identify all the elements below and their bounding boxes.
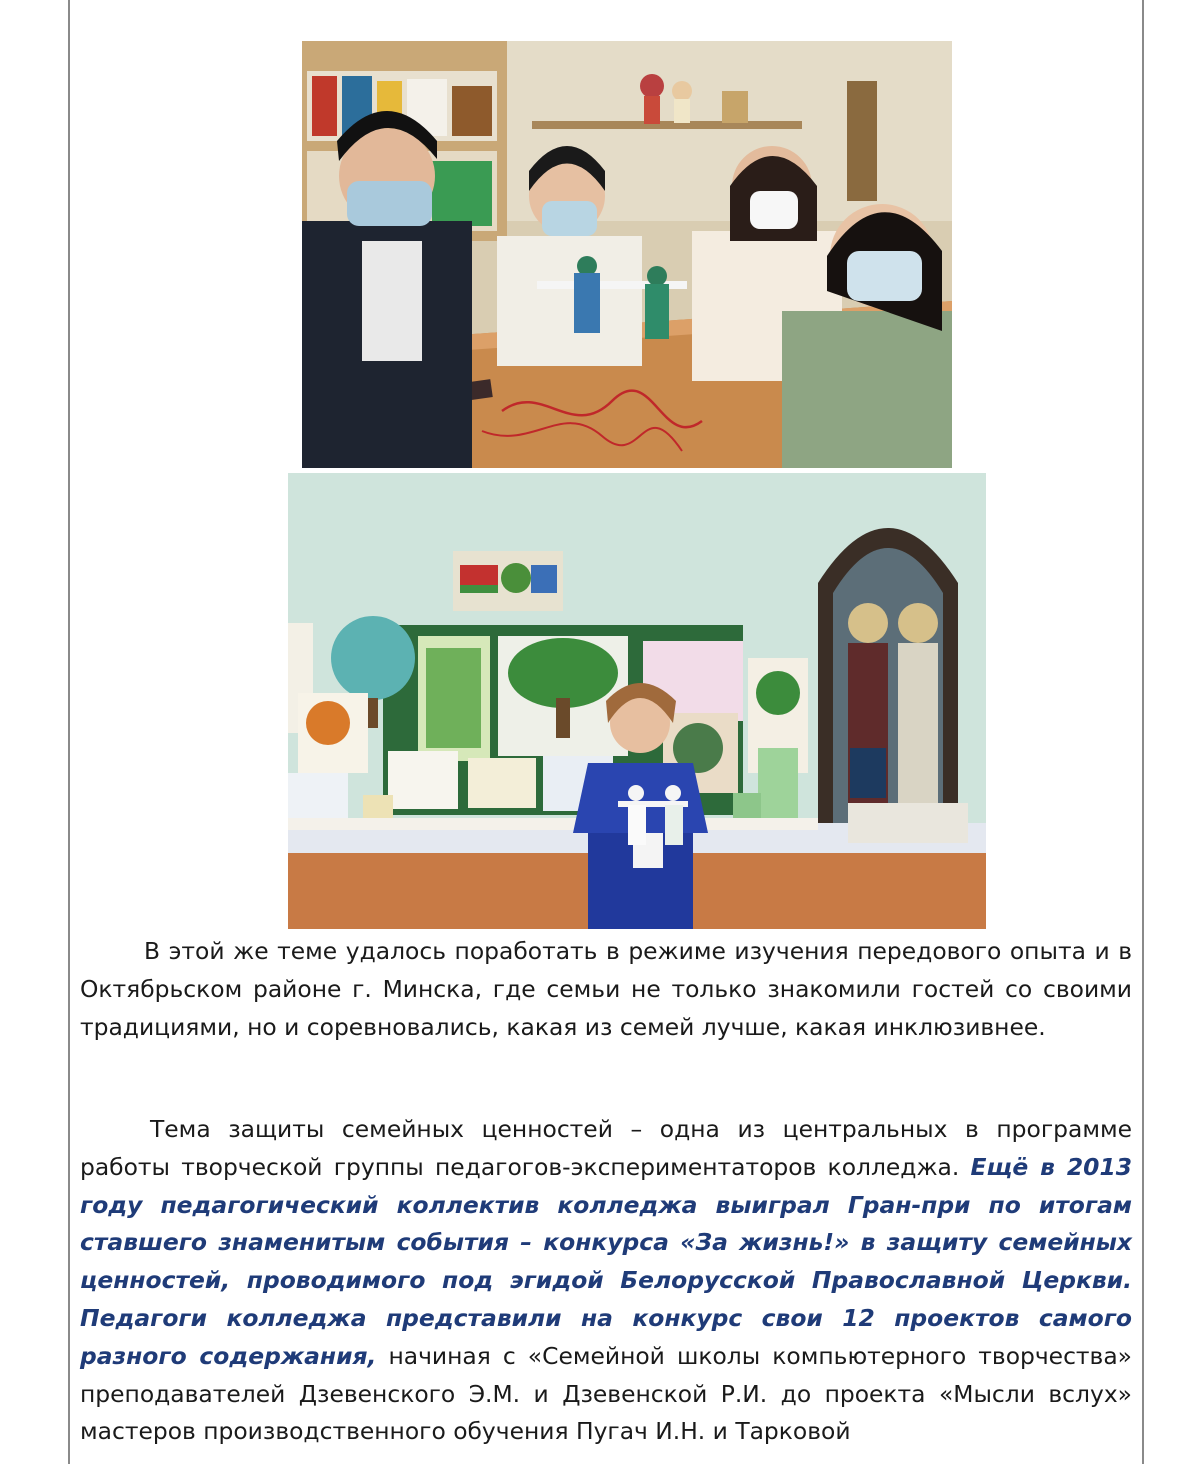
paragraph-advanced-experience (80, 933, 1132, 1046)
paragraph-family-values (80, 1111, 1132, 1451)
paragraph2-highlight: Ещё в 2013 году педагогический коллектив колледжа выиграл Гран-при по итогам ставшего знаменитым события – конкурса «За жизнь!» в защиту семейных ценностей, проводимого под эгидой Белорусской Православной Церкви. Педагоги колледжа представили на конкурс свои 12 проектов самого разного содержания, (80, 1152, 1133, 1370)
students-dolls-photo (302, 41, 952, 468)
presentation-hall-photo (288, 473, 986, 929)
presentation-hall-image (288, 473, 986, 929)
students-dolls-image (302, 41, 952, 468)
paragraph2-continuation: начиная с «Семейной школы компьютерного творчества» преподавателей Дзевенского Э.М. и Дзевенской Р.И. до проекта «Мысли вслух» мастеров производственного обучения Пугач И.Н. и Тарковой (80, 1341, 1132, 1446)
paragraph1-text: В этой же теме удалось поработать в режиме изучения передового опыта и в Октябрьском районе г. Минска, где семьи не только знакомили гостей со своими традициями, но и соревновались, какая из семей лучше, какая инклюзивнее. (80, 937, 1132, 1041)
paragraph2-intro: Тема защиты семейных ценностей – одна из центральных в программе работы творческой группы педагогов-экспериментаторов колледжа. (80, 1115, 1132, 1181)
